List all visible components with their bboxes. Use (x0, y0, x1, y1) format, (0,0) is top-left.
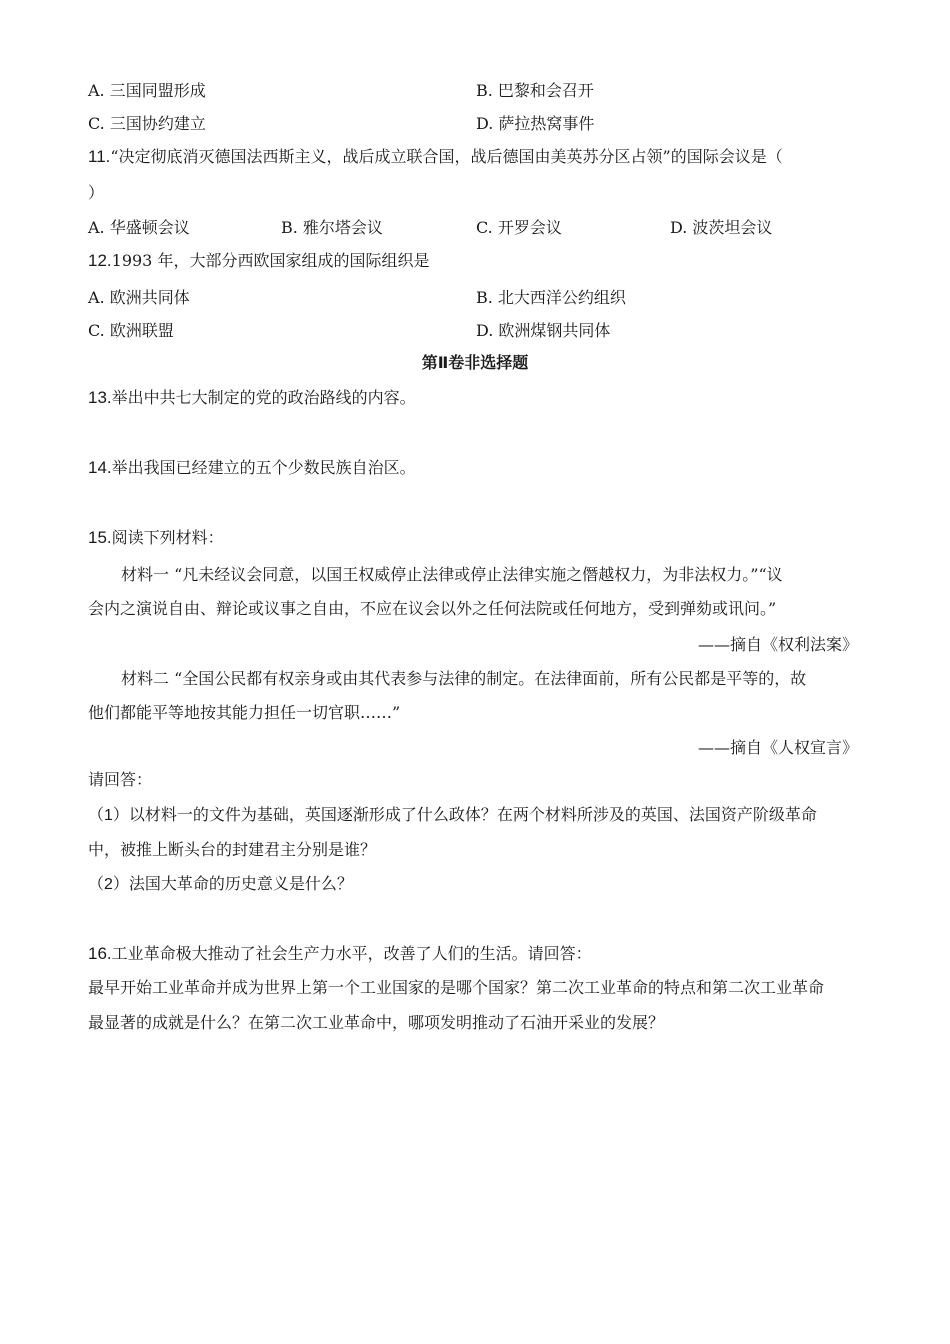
q11-option-c: C. 开罗会议 (476, 218, 562, 237)
q16 (88, 943, 592, 966)
q13-text: 举出中共七大制定的党的政治路线的内容。 (111, 388, 416, 407)
q16-text: 工业革命极大推动了社会生产力水平，改善了人们的生活。请回答： (111, 946, 592, 963)
q10-option-d: D. 萨拉热窝事件 (476, 114, 595, 133)
q11-option-d: D. 波茨坦会议 (670, 218, 773, 237)
q15-sub2: （2）法国大革命的历史意义是什么？ (88, 876, 353, 893)
q11-option-b: B. 雅尔塔会议 (281, 218, 383, 237)
q10-option-a: A. 三国同盟形成 (88, 81, 206, 100)
q15-prompt: 请回答： (88, 772, 153, 789)
q12-option-c: C. 欧洲联盟 (88, 321, 174, 340)
q14-text: 举出我国已经建立的五个少数民族自治区。 (111, 458, 416, 477)
q13 (88, 387, 416, 409)
q14-number: 14. (88, 458, 112, 477)
q11-option-a: A. 华盛顿会议 (88, 218, 190, 237)
q12-option-b: B. 北大西洋公约组织 (476, 288, 626, 307)
q11-stem-text: “决定彻底消灭德国法西斯主义，战后成立联合国，战后德国由美英苏分区占领”的国际会议是（ (110, 147, 783, 166)
q11-stem-end: ） (88, 183, 105, 202)
q10-option-c: C. 三国协约建立 (88, 114, 206, 133)
material-2-source: ——摘自《人权宣言》 (697, 738, 858, 757)
q11-number: 11. (88, 147, 111, 166)
material-1-line-1: 材料一 “凡未经议会同意，以国王权威停止法律或停止法律实施之僭越权力，为非法权力。”“议 (121, 565, 783, 584)
section-title: 第Ⅱ卷非选择题 (421, 355, 529, 372)
q15-sub1-line-2: 中，被推上断头台的封建君主分别是谁？ (88, 842, 377, 859)
q12-stem-text: 1993 年，大部分西欧国家组成的国际组织是 (111, 251, 430, 270)
q14 (88, 457, 416, 479)
q16-line-2: 最早开始工业革命并成为世界上第一个工业国家的是哪个国家？第二次工业革命的特点和第二次工业革命 (88, 980, 825, 997)
q12-option-a: A. 欧洲共同体 (88, 288, 190, 307)
q15 (88, 527, 224, 549)
material-1-line-2: 会内之演说自由、辩论或议事之自由，不应在议会以外之任何法院或任何地方，受到弹劾或讯问。” (88, 599, 777, 618)
q13-number: 13. (88, 388, 112, 407)
q15-number: 15. (88, 528, 112, 547)
material-1-source: ——摘自《权利法案》 (697, 635, 858, 654)
q12-option-d: D. 欧洲煤钢共同体 (476, 321, 611, 340)
q10-option-b: B. 巴黎和会召开 (476, 81, 594, 100)
q15-text: 阅读下列材料： (111, 528, 224, 547)
q12-stem (88, 250, 429, 272)
q11-stem (88, 146, 783, 168)
material-2-line-1: 材料二 “全国公民都有权亲身或由其代表参与法律的制定。在法律面前，所有公民都是平等的，故 (121, 669, 807, 688)
q16-line-3: 最显著的成就是什么？在第二次工业革命中，哪项发明推动了石油开采业的发展？ (88, 1015, 665, 1032)
q12-number: 12. (88, 251, 112, 270)
q15-sub1-line-1: （1）以材料一的文件为基础，英国逐渐形成了什么政体？在两个材料所涉及的英国、法国资产阶级革命 (88, 807, 817, 824)
material-2-line-2: 他们都能平等地按其能力担任一切官职……” (88, 703, 401, 722)
q16-number: 16. (88, 944, 112, 963)
